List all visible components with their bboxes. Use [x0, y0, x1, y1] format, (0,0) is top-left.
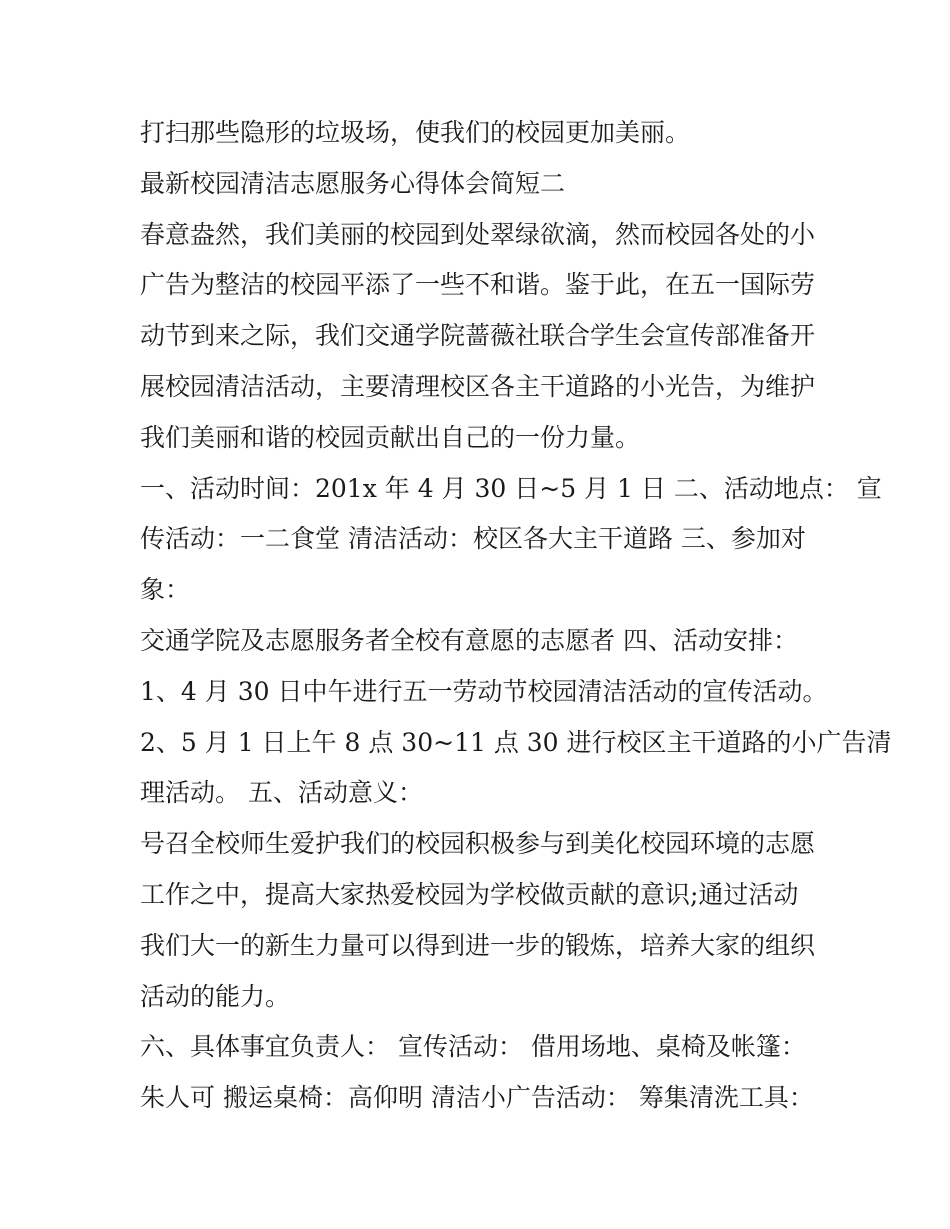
text-line: 我们大一的新生力量可以得到进一步的锻炼，培养大家的组织: [140, 930, 816, 960]
text-line: 2、5 月 1 日上午 8 点 30~11 点 30 进行校区主干道路的小广告清: [140, 727, 892, 757]
text-line: 号召全校师生爱护我们的校园积极参与到美化校园环境的志愿: [140, 829, 816, 859]
text-line: 传活动：一二食堂 清洁活动：校区各大主干道路 三、参加对: [140, 524, 806, 554]
text-line: 广告为整洁的校园平添了一些不和谐。鉴于此，在五一国际劳: [140, 270, 816, 300]
text-line: 打扫那些隐形的垃圾场，使我们的校园更加美丽。: [140, 118, 691, 147]
text-line: 我们美丽和谐的校园贡献出自己的一份力量。: [140, 422, 641, 452]
text-line: 理活动。 五、活动意义：: [140, 778, 423, 808]
text-line: 活动的能力。: [140, 981, 291, 1011]
text-line: 动节到来之际，我们交通学院蔷薇社联合学生会宣传部准备开: [140, 321, 816, 351]
document-body: [140, 108, 892, 1124]
text-line: 春意盎然，我们美丽的校园到处翠绿欲滴，然而校园各处的小: [140, 219, 816, 249]
text-line: 交通学院及志愿服务者全校有意愿的志愿者 四、活动安排：: [140, 625, 798, 655]
text-line: 1、4 月 30 日中午进行五一劳动节校园清洁活动的宣传活动。: [140, 676, 828, 706]
text-line: 六、具体事宜负责人： 宣传活动： 借用场地、桌椅及帐篷：: [140, 1032, 806, 1062]
text-line: 象：: [140, 575, 191, 605]
text-line: 工作之中，提高大家热爱校园为学校做贡献的意识;通过活动: [140, 879, 799, 909]
text-line: 一、活动时间：201x 年 4 月 30 日~5 月 1 日 二、活动地点： 宣: [140, 473, 882, 503]
text-line: 朱人可 搬运桌椅：高仰明 清洁小广告活动： 筹集清洗工具：: [140, 1083, 814, 1113]
section-heading: 最新校园清洁志愿服务心得体会简短二: [140, 168, 566, 198]
text-line: 展校园清洁活动，主要清理校区各主干道路的小光告，为维护: [140, 371, 816, 401]
